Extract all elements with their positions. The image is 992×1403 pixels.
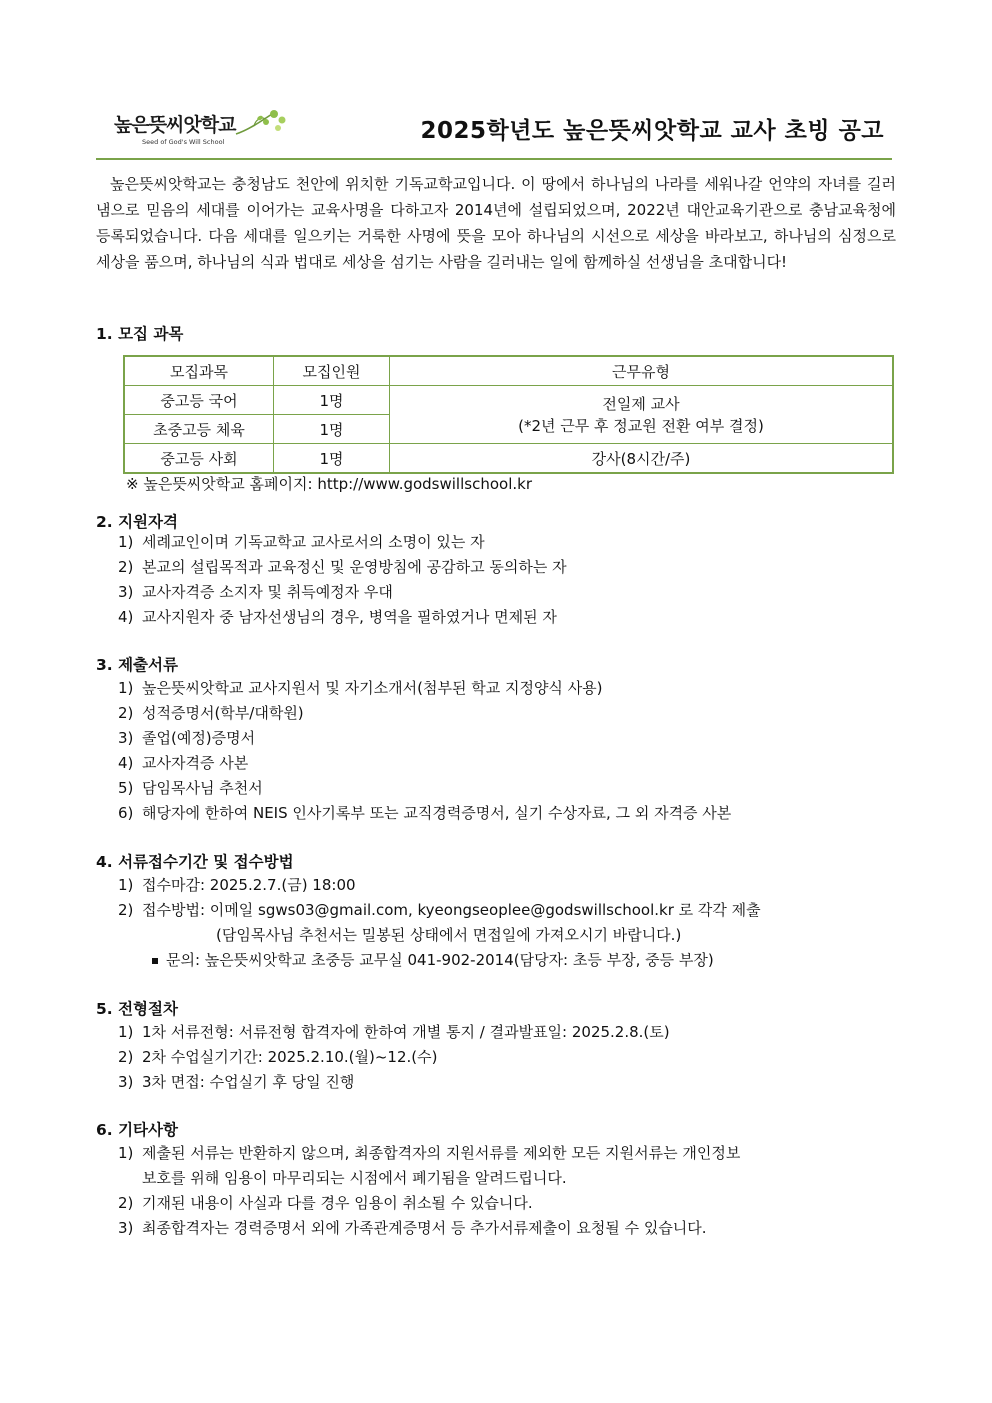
list-item: 2) 성적증명서(학부/대학원): [118, 704, 304, 722]
list-item: 4) 교사자격증 사본: [118, 754, 249, 772]
list-item: 3) 졸업(예정)증명서: [118, 729, 256, 747]
school-logo: [114, 108, 284, 150]
recruitment-table: [123, 355, 894, 474]
list-item: 1) 접수마감: 2025.2.7.(금) 18:00: [118, 876, 356, 894]
column-header-subject: 모집과목: [124, 356, 274, 386]
documents-list: [118, 676, 731, 826]
list-item: 2) 기재된 내용이 사실과 다를 경우 임용이 취소될 수 있습니다.: [118, 1194, 533, 1212]
work-type-fulltime: 전일제 교사: [602, 394, 680, 413]
work-type-fulltime-note: (*2년 근무 후 정교원 전환 여부 결정): [518, 416, 764, 435]
column-header-count: 모집인원: [274, 356, 390, 386]
section-title-qualifications: 2. 지원자격: [96, 513, 178, 531]
document-header: [96, 100, 892, 160]
list-item: 2) 2차 수업실기기간: 2025.2.10.(월)~12.(수): [118, 1048, 438, 1066]
section-title-documents: 3. 제출서류: [96, 656, 178, 674]
table-row: [124, 386, 893, 415]
qualifications-list: [118, 530, 567, 630]
count-cell: 1명: [274, 386, 390, 415]
list-item: 3) 최종합격자는 경력증명서 외에 가족관계증명서 등 추가서류제출이 요청될 수 있습니다.: [118, 1219, 707, 1237]
list-item: 1) 세례교인이며 기독교학교 교사로서의 소명이 있는 자: [118, 533, 485, 551]
subject-cell: 중고등 사회: [124, 444, 274, 474]
submission-method-note: (담임목사님 추천서는 밀봉된 상태에서 면접일에 가져오시기 바랍니다.): [216, 926, 682, 944]
column-header-type: 근무유형: [390, 356, 894, 386]
logo-text: 높은뜻씨앗학교: [114, 114, 236, 136]
list-item: 3) 교사자격증 소지자 및 취득예정자 우대: [118, 583, 393, 601]
misc-list: [118, 1141, 740, 1241]
list-item: 1) 제출된 서류는 반환하지 않으며, 최종합격자의 지원서류를 제외한 모든 지원서류는 개인정보: [118, 1144, 741, 1162]
list-item: 1) 1차 서류전형: 서류전형 합격자에 한하여 개별 통지 / 결과발표일: 2025.2.8.(토): [118, 1023, 670, 1041]
section-title-misc: 6. 기타사항: [96, 1121, 178, 1139]
count-cell: 1명: [274, 415, 390, 444]
subject-cell: 중고등 국어: [124, 386, 274, 415]
square-bullet-icon: [152, 958, 158, 964]
submission-list: [118, 873, 761, 973]
sprout-icon: [232, 108, 288, 138]
subject-cell: 초중고등 체육: [124, 415, 274, 444]
list-item: 3) 3차 면접: 수업실기 후 당일 진행: [118, 1073, 355, 1091]
list-item: 4) 교사지원자 중 남자선생님의 경우, 병역을 필하였거나 면제된 자: [118, 608, 557, 626]
list-item-continuation: 보호를 위해 임용이 마무리되는 시점에서 폐기됨을 알려드립니다.: [142, 1169, 567, 1187]
logo-subtext: Seed of God's Will School: [142, 138, 225, 146]
section-title-process: 5. 전형절차: [96, 1000, 178, 1018]
intro-paragraph: 높은뜻씨앗학교는 충청남도 천안에 위치한 기독교학교입니다. 이 땅에서 하나님의 나라를 세워나갈 언약의 자녀를 길러냄으로 믿음의 세대를 이어가는 교육사명을 다하고자 2014년에 설립되었으며, 2022년 대안교육기관으로 충남교육청에 등록되었습니다. 다음 세대를 일으키는 거룩한 사명에 뜻을 모아 하나님의 시선으로 세상을 바라보고, 하나님의 심정으로 세상을 품으며, 하나님의 식과 법대로 세상을 섬기는 사람을 길러내는 일에 함께하실 선생님을 초대합니다!: [96, 175, 896, 271]
inquiry-item: 문의: 높은뜻씨앗학교 초중등 교무실 041-902-2014(담당자: 초등 부장, 중등 부장): [118, 948, 761, 973]
section-title-subjects: 1. 모집 과목: [96, 325, 184, 343]
work-type-fulltime-cell: [390, 386, 894, 444]
list-item: 6) 해당자에 한하여 NEIS 인사기록부 또는 교직경력증명서, 실기 수상자료, 그 외 자격증 사본: [118, 804, 732, 822]
process-list: [118, 1020, 670, 1095]
list-item: 2) 접수방법: 이메일 sgws03@gmail.com, kyeongseoplee@godswillschool.kr 로 각각 제출: [118, 901, 761, 919]
document-title: 2025학년도 높은뜻씨앗학교 교사 초빙 공고: [420, 118, 884, 144]
list-item: 5) 담임목사님 추천서: [118, 779, 263, 797]
work-type-lecturer-cell: 강사(8시간/주): [390, 444, 894, 474]
homepage-note: ※ 높은뜻씨앗학교 홈페이지: http://www.godswillschool.kr: [126, 475, 532, 493]
table-row: [124, 444, 893, 474]
list-item: 2) 본교의 설립목적과 교육정신 및 운영방침에 공감하고 동의하는 자: [118, 558, 567, 576]
section-title-submission: 4. 서류접수기간 및 접수방법: [96, 853, 294, 871]
table-header-row: [124, 356, 893, 386]
list-item: 1) 높은뜻씨앗학교 교사지원서 및 자기소개서(첨부된 학교 지정양식 사용): [118, 679, 603, 697]
count-cell: 1명: [274, 444, 390, 474]
